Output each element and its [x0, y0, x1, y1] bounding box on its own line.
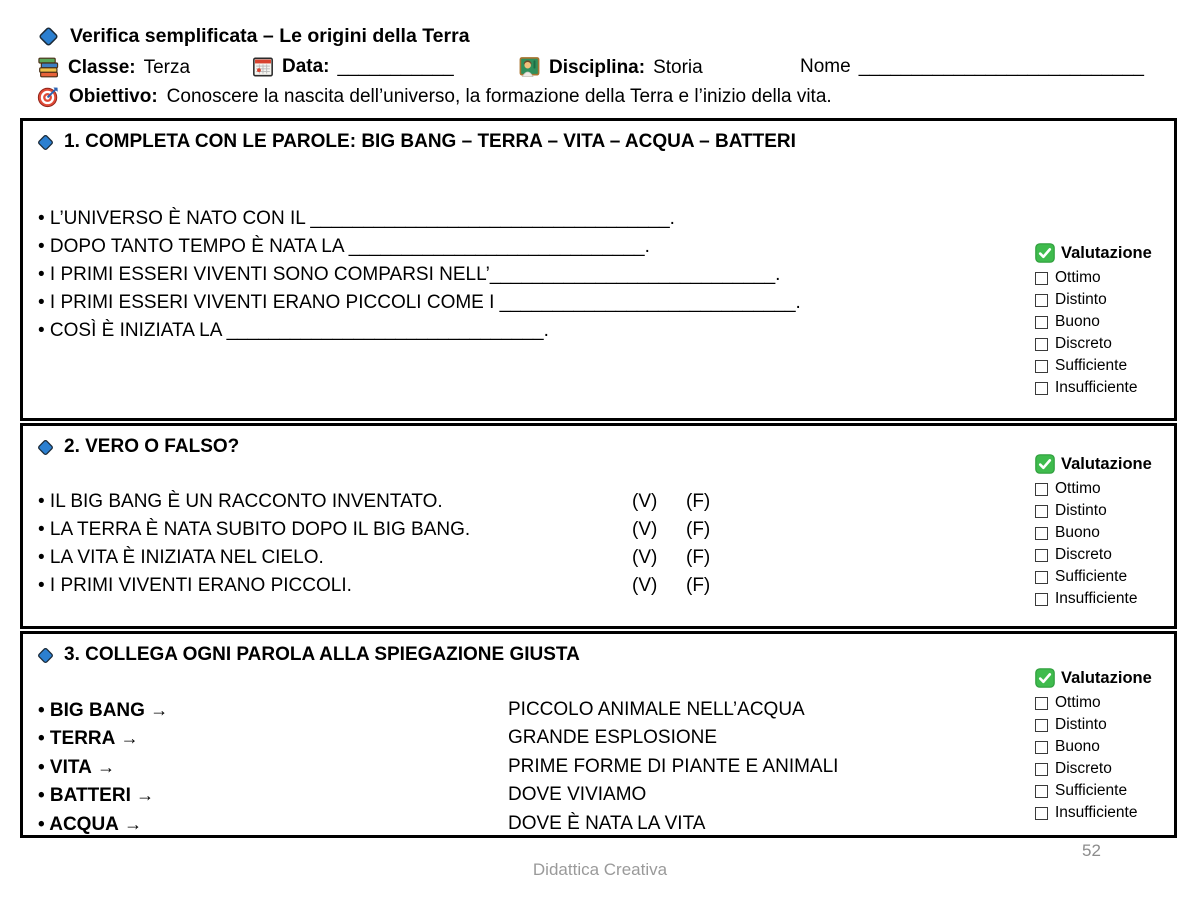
- section-2-box: [20, 423, 1177, 629]
- empty-checkbox-icon[interactable]: [1035, 505, 1048, 518]
- falso-option[interactable]: (F): [686, 547, 711, 568]
- valutazione-header: [1035, 666, 1175, 690]
- option-label: Discreto: [1055, 546, 1112, 563]
- valutazione-label: Valutazione: [1061, 454, 1152, 473]
- fill-in-blank-line[interactable]: • DOPO TANTO TEMPO È NATA LA ____________________________.: [38, 236, 650, 257]
- true-false-list: [38, 488, 798, 600]
- option-label: Insufficiente: [1055, 379, 1138, 396]
- empty-checkbox-icon[interactable]: [1035, 360, 1048, 373]
- empty-checkbox-icon[interactable]: [1035, 316, 1048, 329]
- teacher-icon: [518, 56, 541, 79]
- section-1-box: [20, 118, 1177, 421]
- empty-checkbox-icon[interactable]: [1035, 272, 1048, 285]
- option-label: Distinto: [1055, 502, 1107, 519]
- empty-checkbox-icon[interactable]: [1035, 593, 1048, 606]
- data-blank-line[interactable]: ___________: [337, 56, 454, 77]
- blue-diamond-icon: [36, 646, 55, 665]
- valutazione-header: [1035, 452, 1175, 476]
- valutazione-label: Valutazione: [1061, 668, 1152, 687]
- option-label: Sufficiente: [1055, 357, 1128, 374]
- valutazione-label: Valutazione: [1061, 243, 1152, 262]
- green-check-icon: [1035, 243, 1055, 263]
- calendar-icon: [252, 56, 274, 78]
- option-label: Distinto: [1055, 291, 1107, 308]
- match-word[interactable]: • ACQUA: [38, 813, 119, 835]
- option-label: Ottimo: [1055, 480, 1101, 497]
- option-label: Insufficiente: [1055, 590, 1138, 607]
- option-label: Buono: [1055, 524, 1100, 541]
- disciplina-field: [518, 56, 703, 79]
- valutazione-option-ottimo[interactable]: [1035, 692, 1175, 714]
- blue-diamond-icon: [36, 133, 55, 152]
- classe-value: Terza: [143, 56, 191, 78]
- section-1-title-row: [36, 131, 796, 153]
- match-row: [38, 753, 1018, 781]
- falso-option[interactable]: (F): [686, 491, 711, 512]
- matching-list: [38, 696, 1018, 838]
- valutazione-option-distinto[interactable]: [1035, 289, 1175, 311]
- option-label: Insufficiente: [1055, 804, 1138, 821]
- valutazione-option-buono[interactable]: [1035, 736, 1175, 758]
- section-2-title: 2. VERO O FALSO?: [64, 436, 240, 457]
- nome-label: Nome: [800, 56, 851, 77]
- disciplina-label: Disciplina:: [549, 56, 646, 78]
- empty-checkbox-icon[interactable]: [1035, 571, 1048, 584]
- match-row: [38, 696, 1018, 724]
- empty-checkbox-icon[interactable]: [1035, 697, 1048, 710]
- classe-field: [37, 56, 190, 79]
- target-icon: [37, 85, 60, 108]
- nome-field: [800, 56, 1144, 78]
- true-false-row: [38, 572, 798, 600]
- valutazione-option-discreto[interactable]: [1035, 544, 1175, 566]
- true-false-row: [38, 544, 798, 572]
- section-3-box: [20, 631, 1177, 838]
- valutazione-panel: [1035, 666, 1175, 824]
- vero-option[interactable]: (V): [632, 575, 658, 596]
- match-row: [38, 810, 1018, 838]
- match-row: [38, 781, 1018, 809]
- fill-in-list: [38, 205, 801, 345]
- valutazione-option-insufficiente[interactable]: [1035, 377, 1175, 399]
- match-definition[interactable]: GRANDE ESPLOSIONE: [508, 727, 718, 749]
- empty-checkbox-icon[interactable]: [1035, 785, 1048, 798]
- empty-checkbox-icon[interactable]: [1035, 382, 1048, 395]
- books-icon: [37, 56, 60, 79]
- arrow-icon: →: [97, 756, 116, 777]
- empty-checkbox-icon[interactable]: [1035, 741, 1048, 754]
- valutazione-option-distinto[interactable]: [1035, 500, 1175, 522]
- option-label: Sufficiente: [1055, 568, 1128, 585]
- data-label: Data:: [282, 56, 330, 77]
- arrow-icon: →: [124, 813, 143, 834]
- valutazione-option-ottimo[interactable]: [1035, 267, 1175, 289]
- meta-row: [0, 56, 1200, 83]
- option-label: Sufficiente: [1055, 782, 1128, 799]
- classe-label: Classe:: [68, 56, 136, 78]
- page-number: 52: [1082, 841, 1101, 860]
- fill-in-blank-line[interactable]: • COSÌ È INIZIATA LA ______________________________.: [38, 320, 549, 341]
- empty-checkbox-icon[interactable]: [1035, 719, 1048, 732]
- valutazione-option-insufficiente[interactable]: [1035, 802, 1175, 824]
- obiettivo-label: Obiettivo:: [69, 85, 158, 107]
- valutazione-option-discreto[interactable]: [1035, 333, 1175, 355]
- footer-brand: Didattica Creativa: [532, 860, 668, 879]
- fill-in-blank-line[interactable]: • I PRIMI ESSERI VIVENTI ERANO PICCOLI COME I ____________________________.: [38, 292, 801, 313]
- valutazione-option-buono[interactable]: [1035, 311, 1175, 333]
- match-row: [38, 724, 1018, 752]
- arrow-icon: →: [136, 785, 155, 806]
- empty-checkbox-icon[interactable]: [1035, 294, 1048, 307]
- match-definition[interactable]: DOVE VIVIAMO: [508, 784, 647, 806]
- statement-text: • IL BIG BANG È UN RACCONTO INVENTATO.: [38, 491, 443, 512]
- match-definition[interactable]: DOVE È NATA LA VITA: [508, 812, 706, 834]
- page-title-row: [37, 25, 470, 48]
- green-check-icon: [1035, 454, 1055, 474]
- valutazione-option-distinto[interactable]: [1035, 714, 1175, 736]
- section-2-title-row: [36, 436, 239, 458]
- vero-option[interactable]: (V): [632, 519, 658, 540]
- section-1-title: 1. COMPLETA CON LE PAROLE: BIG BANG – TERRA – VITA – ACQUA – BATTERI: [64, 131, 796, 152]
- match-word[interactable]: • BATTERI: [38, 785, 131, 807]
- valutazione-option-sufficiente[interactable]: [1035, 780, 1175, 802]
- page-title: Verifica semplificata – Le origini della Terra: [70, 25, 470, 47]
- valutazione-option-ottimo[interactable]: [1035, 478, 1175, 500]
- option-label: Buono: [1055, 313, 1100, 330]
- true-false-row: [38, 516, 798, 544]
- option-label: Discreto: [1055, 760, 1112, 777]
- empty-checkbox-icon[interactable]: [1035, 763, 1048, 776]
- valutazione-panel: [1035, 241, 1175, 399]
- true-false-row: [38, 488, 798, 516]
- vero-option[interactable]: (V): [632, 547, 658, 568]
- valutazione-option-discreto[interactable]: [1035, 758, 1175, 780]
- valutazione-option-sufficiente[interactable]: [1035, 566, 1175, 588]
- statement-text: • LA TERRA È NATA SUBITO DOPO IL BIG BANG.: [38, 519, 471, 540]
- valutazione-panel: [1035, 452, 1175, 610]
- data-field: [252, 56, 454, 78]
- disciplina-value: Storia: [653, 56, 703, 78]
- obiettivo-text: Conoscere la nascita dell’universo, la formazione della Terra e l’inizio della vita.: [166, 85, 832, 107]
- empty-checkbox-icon[interactable]: [1035, 807, 1048, 820]
- statement-text: • LA VITA È INIZIATA NEL CIELO.: [38, 547, 324, 568]
- falso-option[interactable]: (F): [686, 519, 711, 540]
- empty-checkbox-icon[interactable]: [1035, 483, 1048, 496]
- statement-text: • I PRIMI VIVENTI ERANO PICCOLI.: [38, 575, 352, 596]
- nome-blank-line[interactable]: ___________________________: [858, 56, 1144, 77]
- falso-option[interactable]: (F): [686, 575, 711, 596]
- fill-in-blank-line[interactable]: • I PRIMI ESSERI VIVENTI SONO COMPARSI NELL’___________________________.: [38, 264, 781, 285]
- option-label: Distinto: [1055, 716, 1107, 733]
- empty-checkbox-icon[interactable]: [1035, 338, 1048, 351]
- valutazione-header: [1035, 241, 1175, 265]
- option-label: Buono: [1055, 738, 1100, 755]
- fill-in-blank-line[interactable]: • L’UNIVERSO È NATO CON IL __________________________________.: [38, 208, 675, 229]
- arrow-icon: →: [150, 700, 169, 720]
- empty-checkbox-icon[interactable]: [1035, 527, 1048, 540]
- option-label: Ottimo: [1055, 269, 1101, 286]
- obiettivo-row: [37, 85, 832, 108]
- section-3-title-row: [36, 644, 580, 666]
- option-label: Discreto: [1055, 335, 1112, 352]
- vero-option[interactable]: (V): [632, 491, 658, 512]
- blue-diamond-icon: [36, 438, 55, 457]
- empty-checkbox-icon[interactable]: [1035, 549, 1048, 562]
- option-label: Ottimo: [1055, 694, 1101, 711]
- valutazione-option-sufficiente[interactable]: [1035, 355, 1175, 377]
- valutazione-option-insufficiente[interactable]: [1035, 588, 1175, 610]
- match-word[interactable]: • BIG BANG: [38, 700, 145, 721]
- section-3-title: 3. COLLEGA OGNI PAROLA ALLA SPIEGAZIONE GIUSTA: [64, 644, 580, 665]
- match-word[interactable]: • TERRA: [38, 728, 116, 750]
- match-word[interactable]: • VITA: [38, 756, 92, 778]
- match-definition[interactable]: PICCOLO ANIMALE NELL’ACQUA: [508, 699, 805, 720]
- match-definition[interactable]: PRIME FORME DI PIANTE E ANIMALI: [508, 755, 839, 777]
- valutazione-option-buono[interactable]: [1035, 522, 1175, 544]
- green-check-icon: [1035, 668, 1055, 688]
- arrow-icon: →: [120, 728, 139, 749]
- blue-diamond-icon: [37, 25, 60, 48]
